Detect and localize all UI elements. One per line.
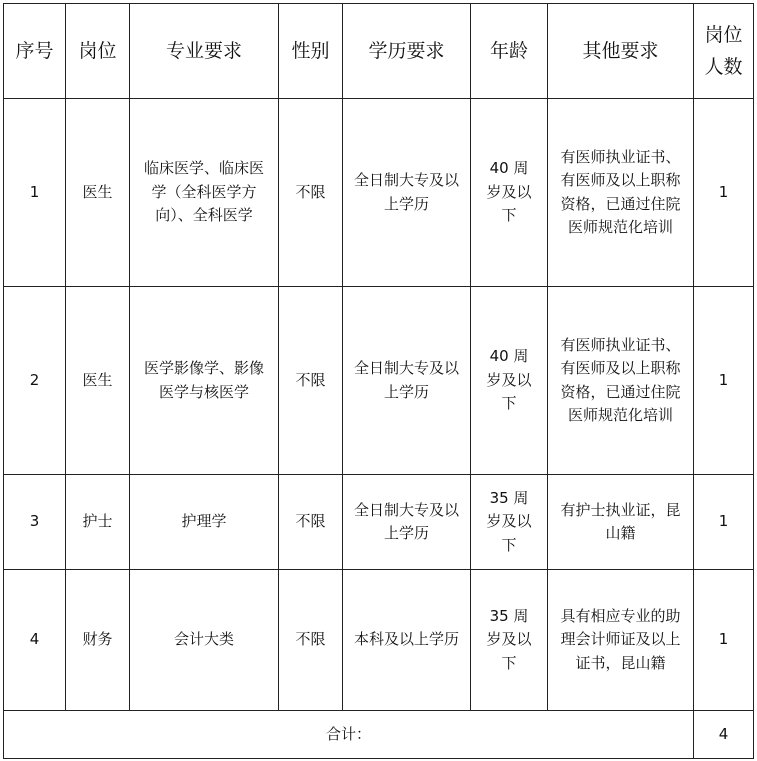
cell-index: 1 [4, 99, 66, 287]
header-major: 专业要求 [130, 4, 279, 99]
recruitment-table [3, 3, 754, 759]
cell-position: 医生 [66, 287, 130, 475]
header-gender: 性别 [279, 4, 343, 99]
header-other: 其他要求 [548, 4, 694, 99]
table-row [4, 475, 754, 570]
header-count: 岗位人数 [694, 4, 754, 99]
cell-position: 医生 [66, 99, 130, 287]
header-position: 岗位 [66, 4, 130, 99]
cell-index: 3 [4, 475, 66, 570]
cell-age: 35 周岁及以下 [471, 570, 548, 711]
cell-other: 有医师执业证书、有医师及以上职称资格，已通过住院医师规范化培训 [548, 99, 694, 287]
cell-major: 临床医学、临床医学（全科医学方向）、全科医学 [130, 99, 279, 287]
cell-major: 医学影像学、影像医学与核医学 [130, 287, 279, 475]
total-row [4, 711, 754, 759]
recruitment-table-container [3, 3, 753, 758]
cell-other: 有医师执业证书、有医师及以上职称资格，已通过住院医师规范化培训 [548, 287, 694, 475]
cell-gender: 不限 [279, 99, 343, 287]
cell-gender: 不限 [279, 287, 343, 475]
total-value: 4 [694, 711, 754, 759]
cell-position: 护士 [66, 475, 130, 570]
header-age: 年龄 [471, 4, 548, 99]
cell-major: 护理学 [130, 475, 279, 570]
cell-age: 40 周岁及以下 [471, 287, 548, 475]
cell-count: 1 [694, 475, 754, 570]
cell-other: 有护士执业证，昆山籍 [548, 475, 694, 570]
cell-count: 1 [694, 99, 754, 287]
cell-education: 本科及以上学历 [343, 570, 471, 711]
cell-gender: 不限 [279, 570, 343, 711]
cell-index: 2 [4, 287, 66, 475]
table-row [4, 570, 754, 711]
cell-count: 1 [694, 570, 754, 711]
header-education: 学历要求 [343, 4, 471, 99]
cell-gender: 不限 [279, 475, 343, 570]
table-row [4, 99, 754, 287]
total-label: 合计： [4, 711, 694, 759]
cell-education: 全日制大专及以上学历 [343, 99, 471, 287]
cell-index: 4 [4, 570, 66, 711]
cell-age: 35 周岁及以下 [471, 475, 548, 570]
header-index: 序号 [4, 4, 66, 99]
cell-education: 全日制大专及以上学历 [343, 475, 471, 570]
cell-major: 会计大类 [130, 570, 279, 711]
cell-position: 财务 [66, 570, 130, 711]
cell-education: 全日制大专及以上学历 [343, 287, 471, 475]
table-row [4, 287, 754, 475]
cell-age: 40 周岁及以下 [471, 99, 548, 287]
cell-count: 1 [694, 287, 754, 475]
header-row [4, 4, 754, 99]
cell-other: 具有相应专业的助理会计师证及以上证书，昆山籍 [548, 570, 694, 711]
